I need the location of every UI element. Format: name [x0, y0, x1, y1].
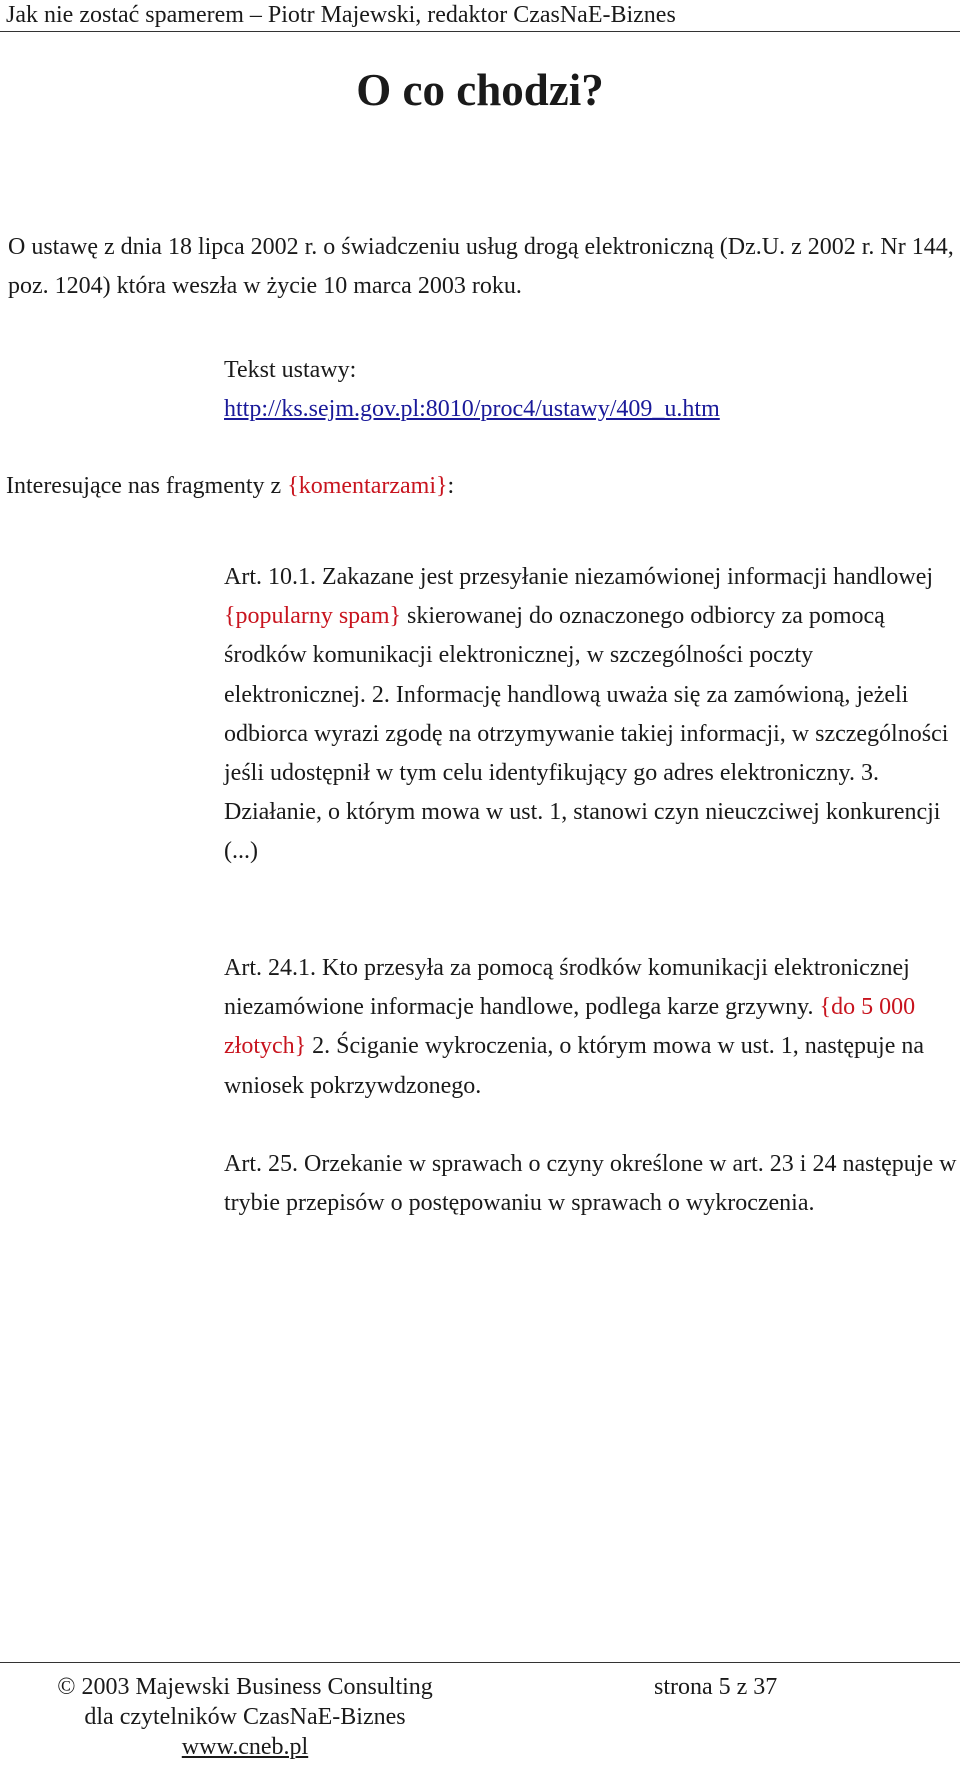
document-header-title: Jak nie zostać spamerem – Piotr Majewski, redaktor CzasNaE-Biznes — [6, 2, 676, 28]
article-10 — [224, 558, 958, 872]
footer-credits — [36, 1672, 454, 1762]
article-25: Art. 25. Orzekanie w sprawach o czyny określone w art. 23 i 24 następuje w trybie przepisów o postępowaniu w sprawach o wykroczenia. — [224, 1151, 957, 1217]
article-24-text: Art. 24.1. Kto przesyła za pomocą środków komunikacji elektronicznej niezamówione informacje handlowe, podlega karze grzywny. — [224, 955, 910, 1021]
article-24-text-continued: 2. Ściganie wykroczenia, o którym mowa w ust. 1, następuje na wniosek pokrzywdzonego. — [224, 1033, 925, 1099]
footer-url-link[interactable]: www.cneb.pl — [181, 1734, 309, 1760]
footer-copyright: © 2003 Majewski Business Consulting — [57, 1674, 433, 1700]
page-title: O co chodzi? — [356, 65, 604, 115]
article-24 — [224, 949, 958, 1106]
article-10-text-continued: skierowanej do oznaczonego odbiorcy za pomocą środków komunikacji elektronicznej, w szczególności poczty elektronicznej. 2. Informację handlową uważa się za zamówioną, jeżeli odbiorca wyrazi zgodę na otrzymywanie takiej informacji, w szczególności jeśli udostępnił w tym celu identyfikujący go adres elektroniczny. 3. Działanie, o którym mowa w ust. 1, stanowi czyn nieuczciwej konkurencji (...) — [224, 603, 949, 865]
fragments-text: Interesujące nas fragmenty z — [6, 473, 288, 499]
fragments-suffix: : — [447, 473, 455, 499]
article-10-comment: {popularny spam} — [224, 603, 402, 630]
fragments-comment: {komentarzami} — [287, 473, 448, 499]
law-text-link[interactable]: http://ks.sejm.gov.pl:8010/proc4/ustawy/409_u.htm — [224, 396, 720, 422]
article-24-comment: {do 5 000 złotych} — [224, 994, 916, 1060]
header-divider — [0, 31, 960, 32]
intro-paragraph: O ustawę z dnia 18 lipca 2002 r. o świadczeniu usług drogą elektroniczną (Dz.U. z 2002 r. Nr 144, poz. 1204) która weszła w życie 10 marca 2003 roku. — [8, 234, 954, 299]
page-number: strona 5 z 37 — [654, 1674, 778, 1700]
footer-readers: dla czytelników CzasNaE-Biznes — [84, 1704, 406, 1730]
law-text-label: Tekst ustawy: — [224, 357, 357, 383]
fragments-intro — [6, 467, 454, 506]
article-10-text: Art. 10.1. Zakazane jest przesyłanie niezamówionej informacji handlowej — [224, 564, 934, 590]
footer-divider — [0, 1662, 960, 1663]
